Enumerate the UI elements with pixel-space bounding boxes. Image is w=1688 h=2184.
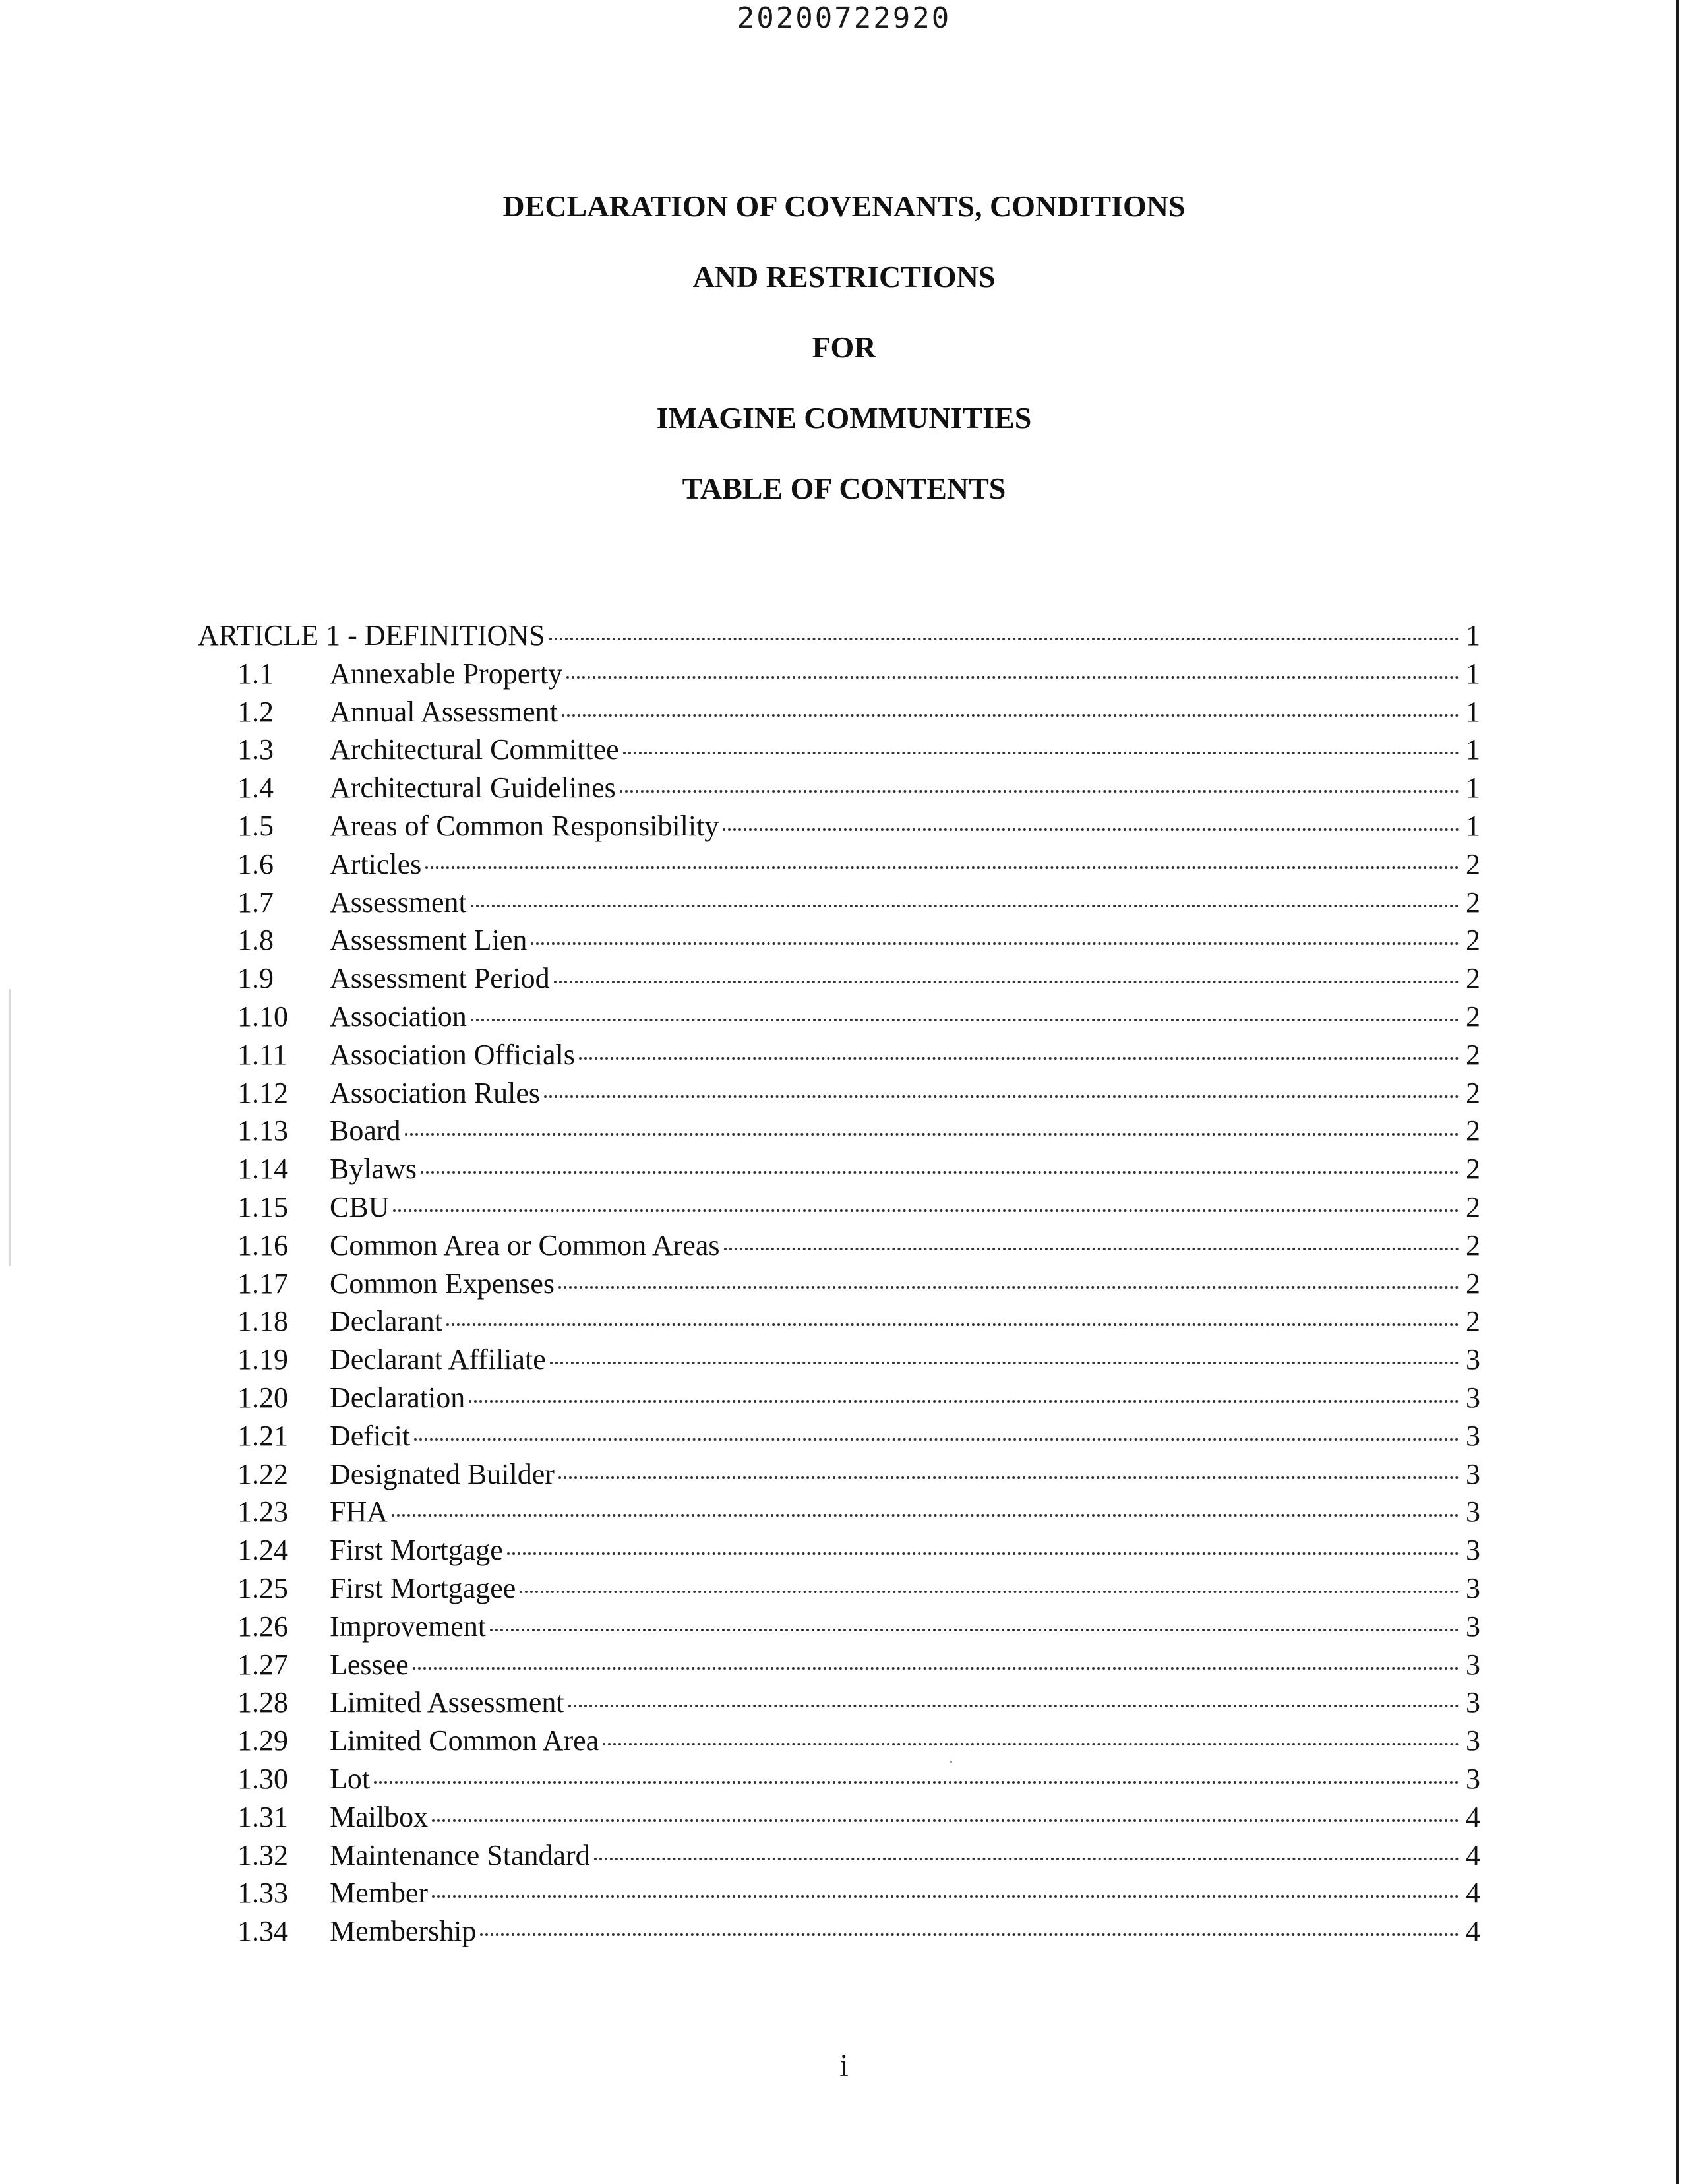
toc-entry xyxy=(330,998,1480,1036)
dot-leader xyxy=(594,1858,1459,1860)
toc-page-number: 2 xyxy=(1466,1190,1480,1223)
toc-section-number: 1.3 xyxy=(237,733,274,766)
toc-page-number: 1 xyxy=(1466,695,1480,728)
toc-row xyxy=(198,655,1480,693)
dot-leader xyxy=(723,828,1459,831)
toc-entry xyxy=(330,1455,1480,1494)
toc-page-number: 3 xyxy=(1466,1610,1480,1643)
toc-section-number: 1.22 xyxy=(237,1457,288,1490)
toc-row xyxy=(198,1493,1480,1531)
toc-entry xyxy=(330,1112,1480,1150)
dot-leader xyxy=(432,1819,1459,1822)
dot-leader xyxy=(421,1171,1459,1174)
toc-section-number: 1.21 xyxy=(237,1419,288,1452)
toc-section-title: Designated Builder xyxy=(330,1457,555,1490)
toc-section-title: Membership xyxy=(330,1915,477,1948)
toc-entry xyxy=(330,1379,1480,1417)
toc-entry xyxy=(330,769,1480,807)
dot-leader xyxy=(490,1629,1459,1631)
toc-heading: TABLE OF CONTENTS xyxy=(682,471,1006,505)
toc-section-number: 1.27 xyxy=(237,1648,288,1681)
toc-entry xyxy=(330,1608,1480,1646)
toc-section-title: Limited Assessment xyxy=(330,1686,564,1719)
toc-entry xyxy=(330,1912,1480,1951)
toc-entry xyxy=(330,1493,1480,1531)
toc-entry xyxy=(330,807,1480,845)
toc-section-title: Architectural Committee xyxy=(330,733,619,766)
toc-row xyxy=(198,1912,1480,1951)
toc-row xyxy=(198,1341,1480,1379)
toc-entry xyxy=(330,1227,1480,1265)
dot-leader xyxy=(568,1705,1459,1707)
toc-page-number: 2 xyxy=(1466,1153,1480,1186)
toc-section-title: Areas of Common Responsibility xyxy=(330,809,719,842)
dot-leader xyxy=(620,790,1459,793)
toc-row xyxy=(198,1302,1480,1341)
toc-section-title: Board xyxy=(330,1114,401,1147)
toc-section-title: Annual Assessment xyxy=(330,695,558,728)
toc-section-title: Improvement xyxy=(330,1610,487,1643)
toc-page-number: 2 xyxy=(1466,1228,1480,1261)
dot-leader xyxy=(544,1095,1459,1098)
toc-section-title: Limited Common Area xyxy=(330,1724,599,1757)
toc-entry xyxy=(330,655,1480,693)
toc-page-number: 3 xyxy=(1466,1381,1480,1414)
toc-entry xyxy=(330,1341,1480,1379)
toc-section-number: 1.13 xyxy=(237,1114,288,1147)
toc-section-number: 1.32 xyxy=(237,1838,288,1871)
toc-article-page: 1 xyxy=(1466,619,1480,652)
toc-section-title: Deficit xyxy=(330,1419,411,1452)
toc-row xyxy=(198,1874,1480,1912)
toc-row xyxy=(198,921,1480,959)
toc-row xyxy=(198,1112,1480,1150)
toc-entry xyxy=(330,1036,1480,1074)
dot-leader xyxy=(507,1552,1459,1555)
scan-speck xyxy=(950,1761,952,1763)
toc-entry xyxy=(330,1722,1480,1760)
toc-entry xyxy=(198,617,1480,655)
dot-leader xyxy=(432,1895,1459,1898)
toc-section-number: 1.26 xyxy=(237,1610,288,1643)
toc-section-title: CBU xyxy=(330,1190,390,1223)
dot-leader xyxy=(520,1591,1459,1593)
toc-row xyxy=(198,1417,1480,1455)
toc-row xyxy=(198,693,1480,731)
toc-page-number: 3 xyxy=(1466,1648,1480,1681)
document-title-block xyxy=(0,191,1688,544)
toc-page-number: 4 xyxy=(1466,1915,1480,1948)
toc-page-number: 3 xyxy=(1466,1534,1480,1567)
toc-page-number: 1 xyxy=(1466,772,1480,804)
toc-page-number: 2 xyxy=(1466,1076,1480,1109)
dot-leader xyxy=(413,1667,1459,1670)
dot-leader xyxy=(566,676,1459,679)
toc-row xyxy=(198,1265,1480,1303)
toc-section-number: 1.14 xyxy=(237,1153,288,1186)
toc-entry xyxy=(330,1760,1480,1798)
dot-leader xyxy=(558,1286,1459,1289)
toc-section-number: 1.9 xyxy=(237,962,274,995)
toc-section-number: 1.16 xyxy=(237,1228,288,1261)
toc-page-number: 3 xyxy=(1466,1571,1480,1604)
title-line-restrictions: AND RESTRICTIONS xyxy=(692,260,996,293)
toc-section-number: 1.7 xyxy=(237,886,274,919)
toc-section-title: Declarant Affiliate xyxy=(330,1343,546,1376)
toc-section-number: 1.2 xyxy=(237,695,274,728)
toc-section-title: Declarant xyxy=(330,1305,442,1338)
dot-leader xyxy=(471,905,1459,907)
toc-row xyxy=(198,1722,1480,1760)
toc-row xyxy=(198,1150,1480,1188)
toc-page-number: 3 xyxy=(1466,1419,1480,1452)
title-line-for: FOR xyxy=(812,330,876,364)
toc-page-number: 2 xyxy=(1466,1267,1480,1300)
toc-row xyxy=(198,1760,1480,1798)
toc-entry xyxy=(330,1646,1480,1684)
dot-leader xyxy=(531,942,1459,945)
toc-entry xyxy=(330,845,1480,884)
dot-leader xyxy=(405,1133,1459,1136)
toc-section-title: Association Rules xyxy=(330,1076,540,1109)
toc-section-number: 1.18 xyxy=(237,1305,288,1338)
toc-section-title: Assessment xyxy=(330,886,467,919)
toc-page-number: 3 xyxy=(1466,1762,1480,1795)
toc-page-number: 3 xyxy=(1466,1686,1480,1719)
dot-leader xyxy=(603,1743,1459,1745)
toc-row xyxy=(198,1569,1480,1608)
toc-entry xyxy=(330,1417,1480,1455)
toc-section-number: 1.11 xyxy=(237,1038,287,1071)
toc-entry xyxy=(330,1265,1480,1303)
table-of-contents xyxy=(198,617,1480,1951)
dot-leader xyxy=(393,1209,1459,1212)
toc-page-number: 4 xyxy=(1466,1838,1480,1871)
toc-article-row xyxy=(198,617,1480,655)
toc-row xyxy=(198,1036,1480,1074)
toc-section-number: 1.4 xyxy=(237,772,274,804)
dot-leader xyxy=(724,1248,1460,1250)
toc-row xyxy=(198,998,1480,1036)
toc-section-number: 1.28 xyxy=(237,1686,288,1719)
toc-entry xyxy=(330,884,1480,922)
toc-entry xyxy=(330,921,1480,959)
recording-number: 20200722920 xyxy=(737,1,951,35)
toc-section-number: 1.20 xyxy=(237,1381,288,1414)
toc-row xyxy=(198,807,1480,845)
dot-leader xyxy=(469,1400,1459,1403)
dot-leader xyxy=(414,1438,1459,1441)
toc-row xyxy=(198,1646,1480,1684)
toc-page-number: 1 xyxy=(1466,657,1480,690)
toc-row xyxy=(198,1836,1480,1875)
toc-row xyxy=(198,1227,1480,1265)
page-number: i xyxy=(839,2048,849,2083)
toc-page-number: 4 xyxy=(1466,1877,1480,1910)
dot-leader xyxy=(446,1323,1459,1326)
toc-entry xyxy=(330,1074,1480,1112)
toc-page-number: 2 xyxy=(1466,1038,1480,1071)
toc-page-number: 4 xyxy=(1466,1800,1480,1833)
toc-section-number: 1.17 xyxy=(237,1267,288,1300)
toc-row xyxy=(198,1684,1480,1722)
dot-leader xyxy=(392,1514,1459,1517)
toc-section-title: Common Area or Common Areas xyxy=(330,1228,720,1261)
toc-section-number: 1.1 xyxy=(237,657,274,690)
title-line-declaration: DECLARATION OF COVENANTS, CONDITIONS xyxy=(502,189,1186,223)
dot-leader xyxy=(550,1362,1459,1364)
dot-leader xyxy=(425,866,1459,869)
toc-page-number: 3 xyxy=(1466,1724,1480,1757)
toc-page-number: 3 xyxy=(1466,1457,1480,1490)
toc-section-number: 1.25 xyxy=(237,1571,288,1604)
toc-section-number: 1.29 xyxy=(237,1724,288,1757)
scan-speck xyxy=(9,989,11,1266)
toc-page-number: 1 xyxy=(1466,809,1480,842)
toc-row xyxy=(198,1379,1480,1417)
toc-section-number: 1.10 xyxy=(237,1000,288,1033)
toc-entry xyxy=(330,693,1480,731)
toc-row xyxy=(198,1455,1480,1494)
toc-page-number: 1 xyxy=(1466,733,1480,766)
toc-row xyxy=(198,1798,1480,1836)
toc-page-number: 2 xyxy=(1466,924,1480,957)
toc-section-title: Association Officials xyxy=(330,1038,575,1071)
toc-page-number: 2 xyxy=(1466,847,1480,880)
toc-section-number: 1.8 xyxy=(237,924,274,957)
dot-leader xyxy=(471,1019,1459,1021)
toc-page-number: 3 xyxy=(1466,1496,1480,1529)
dot-leader xyxy=(480,1933,1459,1936)
toc-section-title: First Mortgagee xyxy=(330,1571,516,1604)
toc-section-number: 1.6 xyxy=(237,847,274,880)
toc-row xyxy=(198,1188,1480,1227)
dot-leader xyxy=(623,752,1459,754)
toc-entry xyxy=(330,1684,1480,1722)
toc-entry xyxy=(330,1874,1480,1912)
toc-entry xyxy=(330,1188,1480,1227)
toc-section-title: Association xyxy=(330,1000,467,1033)
toc-entry xyxy=(330,1836,1480,1875)
toc-entry xyxy=(330,731,1480,769)
toc-page-number: 2 xyxy=(1466,1305,1480,1338)
toc-section-title: Assessment Period xyxy=(330,962,550,995)
toc-section-title: Assessment Lien xyxy=(330,924,528,957)
toc-section-number: 1.5 xyxy=(237,809,274,842)
toc-section-number: 1.12 xyxy=(237,1076,288,1109)
dot-leader xyxy=(562,714,1459,717)
toc-page-number: 2 xyxy=(1466,886,1480,919)
toc-entry xyxy=(330,1569,1480,1608)
toc-entry xyxy=(330,959,1480,998)
toc-section-title: Bylaws xyxy=(330,1153,417,1186)
dot-leader xyxy=(374,1781,1459,1784)
toc-section-number: 1.33 xyxy=(237,1877,288,1910)
toc-entry xyxy=(330,1531,1480,1569)
toc-section-title: Maintenance Standard xyxy=(330,1838,590,1871)
toc-section-number: 1.19 xyxy=(237,1343,288,1376)
dot-leader xyxy=(549,638,1459,640)
toc-page-number: 2 xyxy=(1466,962,1480,995)
toc-section-title: Member xyxy=(330,1877,429,1910)
toc-section-title: First Mortgage xyxy=(330,1534,503,1567)
toc-section-title: Articles xyxy=(330,847,422,880)
toc-section-number: 1.30 xyxy=(237,1762,288,1795)
toc-section-number: 1.34 xyxy=(237,1915,288,1948)
toc-section-number: 1.24 xyxy=(237,1534,288,1567)
toc-section-title: Lot xyxy=(330,1762,371,1795)
toc-section-title: Common Expenses xyxy=(330,1267,555,1300)
toc-row xyxy=(198,769,1480,807)
toc-page-number: 2 xyxy=(1466,1000,1480,1033)
toc-section-number: 1.15 xyxy=(237,1190,288,1223)
toc-page-number: 3 xyxy=(1466,1343,1480,1376)
toc-row xyxy=(198,1608,1480,1646)
scan-edge-line xyxy=(1676,0,1679,2184)
dot-leader xyxy=(554,981,1459,983)
toc-section-title: Declaration xyxy=(330,1381,466,1414)
dot-leader xyxy=(579,1057,1459,1060)
toc-page-number: 2 xyxy=(1466,1114,1480,1147)
toc-section-title: Mailbox xyxy=(330,1800,429,1833)
toc-entry xyxy=(330,1150,1480,1188)
toc-section-title: Lessee xyxy=(330,1648,409,1681)
toc-row xyxy=(198,959,1480,998)
title-line-community-name: IMAGINE COMMUNITIES xyxy=(656,401,1032,435)
toc-row xyxy=(198,1531,1480,1569)
toc-entry xyxy=(330,1302,1480,1341)
toc-article-title: ARTICLE 1 - DEFINITIONS xyxy=(198,619,545,652)
toc-section-number: 1.31 xyxy=(237,1800,288,1833)
dot-leader xyxy=(558,1476,1459,1479)
toc-entry xyxy=(330,1798,1480,1836)
toc-section-number: 1.23 xyxy=(237,1496,288,1529)
toc-row xyxy=(198,884,1480,922)
toc-row xyxy=(198,845,1480,884)
toc-section-title: FHA xyxy=(330,1496,388,1529)
toc-row xyxy=(198,1074,1480,1112)
toc-section-title: Annexable Property xyxy=(330,657,563,690)
toc-row xyxy=(198,731,1480,769)
toc-section-title: Architectural Guidelines xyxy=(330,772,616,804)
